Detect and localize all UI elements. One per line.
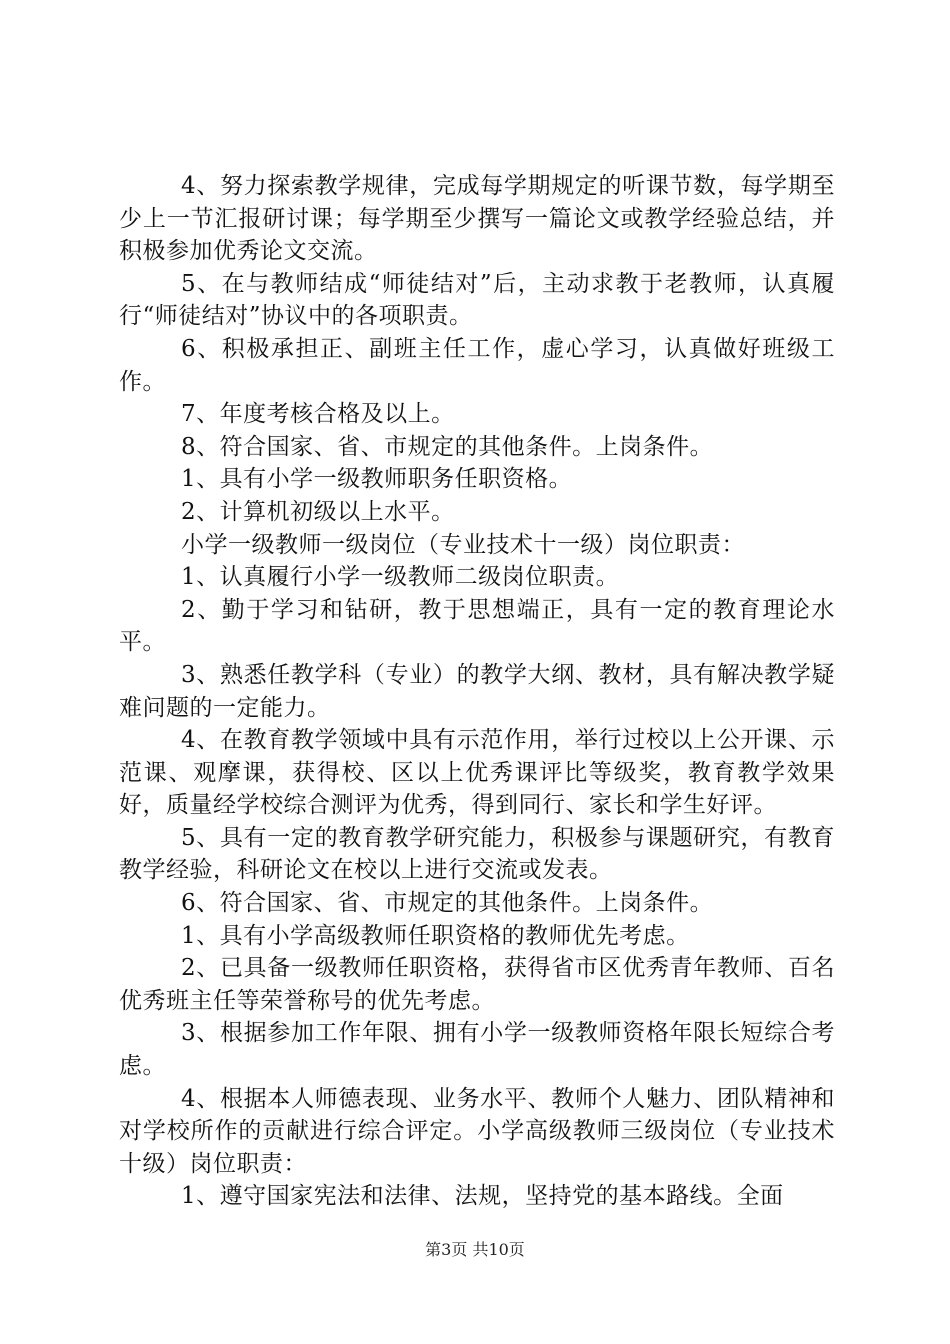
paragraph-mentor-pairing: 5、在与教师结成“师徒结对”后，主动求教于老教师，认真履行“师徒结对”协议中的各项职责。 xyxy=(119,270,835,330)
paragraph-demonstration-role: 4、在教育教学领域中具有示范作用，举行过校以上公开课、示范课、观摩课，获得校、区以上优秀课评比等级奖，教育教学效果好，质量经学校综合测评为优秀，得到同行、家长和学生好评。 xyxy=(119,727,835,819)
section-heading-level-one-post: 小学一级教师一级岗位（专业技术十一级）岗位职责： xyxy=(181,531,745,558)
paragraph-fulfill-duties: 1、认真履行小学一级教师二级岗位职责。 xyxy=(181,564,620,591)
paragraph-syllabus-knowledge: 3、熟悉任教学科（专业）的教学大纲、教材，具有解决教学疑难问题的一定能力。 xyxy=(119,661,835,721)
paragraph-study-theory: 2、勤于学习和钻研，教于思想端正，具有一定的教育理论水平。 xyxy=(119,596,835,656)
paragraph-comprehensive-evaluation: 4、根据本人师德表现、业务水平、教师个人魅力、团队精神和对学校所作的贡献进行综合评定。小学高级教师三级岗位（专业技术十级）岗位职责： xyxy=(119,1085,835,1177)
paragraph-other-conditions: 8、符合国家、省、市规定的其他条件。上岗条件。 xyxy=(181,433,714,460)
paragraph-honor-priority: 2、已具备一级教师任职资格，获得省市区优秀青年教师、百名优秀班主任等荣誉称号的优先考虑。 xyxy=(119,955,835,1014)
paragraph-annual-assessment: 7、年度考核合格及以上。 xyxy=(181,401,455,428)
paragraph-research-ability: 5、具有一定的教育教学研究能力，积极参与课题研究，有教育教学经验，科研论文在校以上进行交流或发表。 xyxy=(119,824,835,884)
paragraph-other-conditions-2: 6、符合国家、省、市规定的其他条件。上岗条件。 xyxy=(181,890,714,917)
paragraph-qualification: 1、具有小学一级教师职务任职资格。 xyxy=(181,466,573,493)
paragraph-class-teacher-work: 6、积极承担正、副班主任工作，虚心学习，认真做好班级工作。 xyxy=(119,335,835,395)
paragraph-senior-priority: 1、具有小学高级教师任职资格的教师优先考虑。 xyxy=(181,922,690,949)
page-number-footer: 第3页 共10页 xyxy=(425,1240,525,1259)
paragraph-years-consideration: 3、根据参加工作年限、拥有小学一级教师资格年限长短综合考虑。 xyxy=(119,1020,835,1080)
paragraph-teaching-research: 4、努力探索教学规律，完成每学期规定的听课节数，每学期至少上一节汇报研讨课；每学期至少撰写一篇论文或教学经验总结，并积极参加优秀论文交流。 xyxy=(119,173,835,265)
document-body xyxy=(119,170,835,1213)
paragraph-computer-level: 2、计算机初级以上水平。 xyxy=(181,498,455,525)
paragraph-obey-constitution: 1、遵守国家宪法和法律、法规，坚持党的基本路线。全面 xyxy=(181,1183,784,1210)
